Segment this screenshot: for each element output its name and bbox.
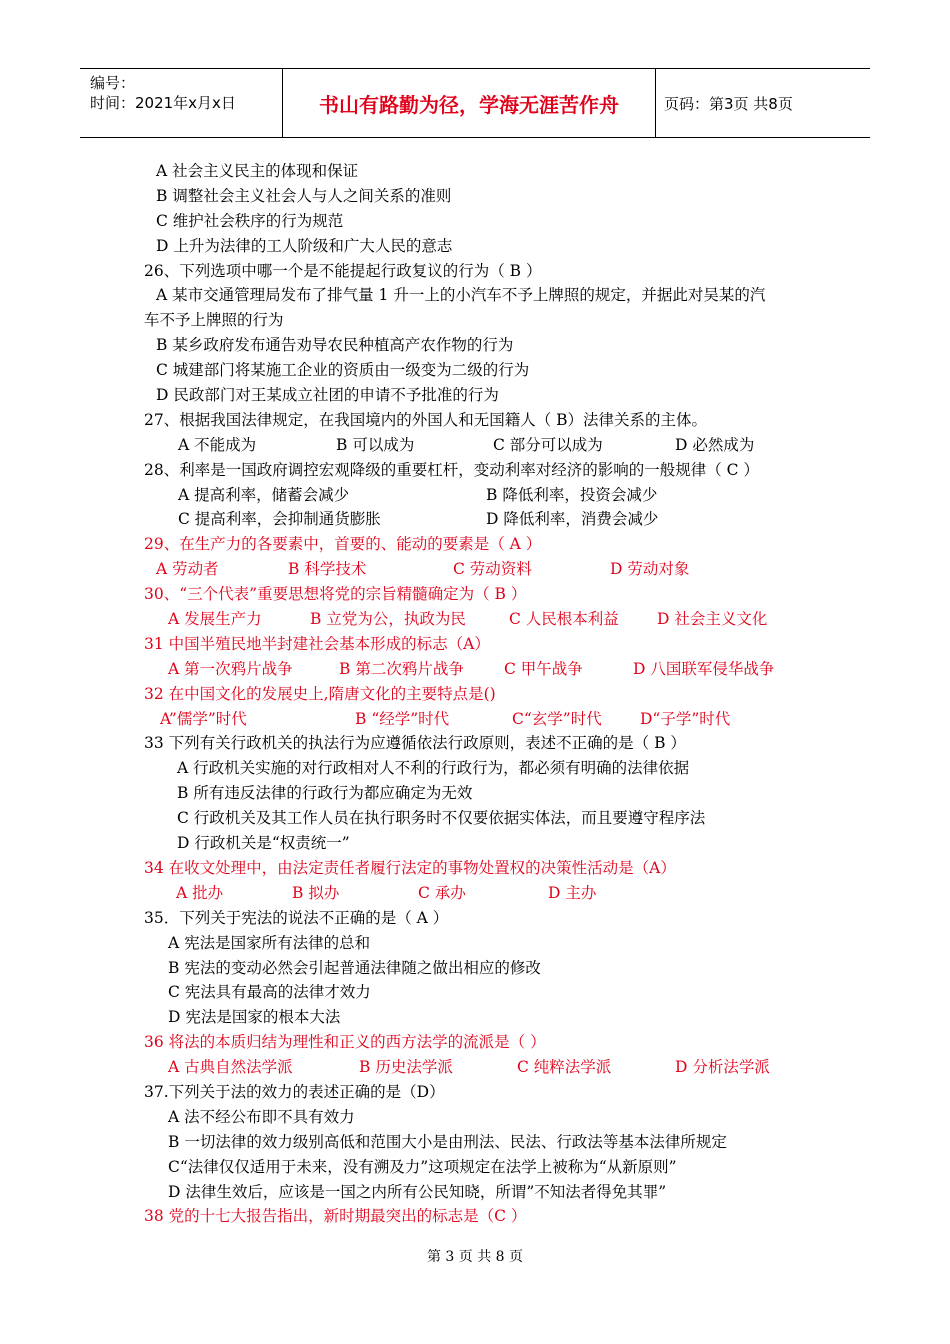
option-c: C 部分可以成为 [493, 435, 603, 454]
option-line: B 所有违反法律的行政行为都应确定为无效 [177, 784, 473, 803]
options-row [144, 607, 824, 632]
option-line: C 城建部门将某施工企业的资质由一级变为二级的行为 [156, 361, 530, 380]
option-line: A 某市交通管理局发布了排气量 1 升一上的小汽车不予上牌照的规定，并据此对吴某的汽 [156, 286, 766, 305]
question-36: 36 将法的本质归结为理性和正义的西方法学的流派是（ ） [144, 1033, 546, 1052]
options-row [144, 881, 824, 906]
options-row [144, 657, 824, 682]
options-row [144, 557, 824, 582]
option-a: A”儒学”时代 [160, 709, 247, 728]
option-d: D 劳动对象 [610, 560, 690, 579]
option-line: A 社会主义民主的体现和保证 [156, 162, 359, 180]
option-a: A 批办 [176, 883, 224, 902]
option-line: A 法不经公布即不具有效力 [168, 1107, 355, 1126]
option-a: A 古典自然法学派 [168, 1058, 293, 1077]
header-page-info: 页码：第3页 共8页 [664, 94, 793, 113]
option-b: B 历史法学派 [359, 1058, 453, 1077]
question-35: 35．下列关于宪法的说法不正确的是（ A ） [144, 908, 449, 927]
option-line: D 民政部门对王某成立社团的申请不予批准的行为 [156, 386, 499, 405]
options-row [144, 507, 824, 532]
option-b: B 可以成为 [336, 435, 415, 454]
question-content [144, 159, 824, 1229]
option-c: C“玄学”时代 [512, 709, 602, 728]
option-c: C 劳动资料 [453, 560, 532, 579]
option-d: D 分析法学派 [675, 1058, 770, 1077]
option-a: A 劳动者 [156, 560, 219, 579]
option-line: D 行政机关是“权责统一” [177, 834, 350, 853]
option-c: C 人民根本利益 [509, 610, 619, 629]
question-38: 38 党的十七大报告指出，新时期最突出的标志是（C ） [144, 1207, 527, 1226]
option-c: C 纯粹法学派 [517, 1058, 612, 1077]
page-header [80, 68, 870, 138]
options-row [144, 433, 824, 458]
option-line: B 宪法的变动必然会引起普通法律随之做出相应的修改 [168, 958, 541, 977]
option-line-continued: 车不予上牌照的行为 [144, 311, 284, 330]
option-d: D“子学”时代 [640, 709, 731, 728]
question-30: 30、“三个代表”重要思想将党的宗旨精髓确定为（ B ） [144, 585, 527, 604]
option-c: C 承办 [418, 883, 466, 902]
question-34: 34 在收文处理中，由法定责任者履行法定的事物处置权的决策性活动是（A） [144, 858, 676, 877]
options-row [144, 707, 824, 732]
question-32: 32 在中国文化的发展史上,隋唐文化的主要特点是() [144, 684, 496, 703]
option-line: C“法律仅仅适用于未来，没有溯及力”这项规定在法学上被称为“从新原则” [168, 1157, 677, 1176]
question-29: 29、在生产力的各要素中，首要的、能动的要素是（ A ） [144, 535, 542, 554]
option-line: D 宪法是国家的根本大法 [168, 1008, 341, 1027]
option-line: D 上升为法律的工人阶级和广大人民的意志 [156, 236, 453, 255]
option-line: C 行政机关及其工作人员在执行职务时不仅要依据实体法，而且要遵守程序法 [177, 809, 706, 828]
question-37: 37.下列关于法的效力的表述正确的是（D） [144, 1082, 445, 1101]
option-d: D 必然成为 [675, 435, 755, 454]
option-line: C 维护社会秩序的行为规范 [156, 211, 344, 230]
option-line: D 法律生效后，应该是一国之内所有公民知晓，所谓”不知法者得免其罪” [168, 1182, 667, 1201]
option-b: B 立党为公，执政为民 [310, 610, 466, 629]
option-line: A 宪法是国家所有法律的总和 [168, 933, 371, 952]
option-b: B 拟办 [292, 883, 340, 902]
options-row [144, 483, 824, 508]
question-33: 33 下列有关行政机关的执法行为应遵循依法行政原则，表述不正确的是（ B ） [144, 734, 686, 753]
option-d: D 社会主义文化 [657, 610, 768, 629]
option-a: A 提高利率，储蓄会减少 [178, 485, 350, 504]
option-a: A 不能成为 [178, 435, 257, 454]
option-a: A 发展生产力 [168, 610, 262, 629]
number-label: 编号： [90, 74, 136, 92]
option-b: B “经学”时代 [355, 709, 450, 728]
question-27: 27、根据我国法律规定，在我国境内的外国人和无国籍人（ B）法律关系的主体。 [144, 410, 708, 429]
option-line: C 宪法具有最高的法律才效力 [168, 983, 371, 1002]
option-b: B 第二次鸦片战争 [339, 659, 464, 678]
option-line: B 调整社会主义社会人与人之间关系的准则 [156, 186, 452, 205]
question-31: 31 中国半殖民地半封建社会基本形成的标志（A） [144, 634, 490, 653]
header-motto: 书山有路勤为径，学海无涯苦作舟 [283, 69, 656, 137]
question-26: 26、下列选项中哪一个是不能提起行政复议的行为（ B ） [144, 261, 542, 280]
header-meta [80, 69, 283, 137]
question-28: 28、利率是一国政府调控宏观降级的重要杠杆，变动利率对经济的影响的一般规律（ C ） [144, 460, 759, 479]
option-d: D 主办 [548, 883, 597, 902]
option-b: B 科学技术 [288, 560, 367, 579]
option-line: A 行政机关实施的对行政相对人不利的行政行为，都必须有明确的法律依据 [177, 759, 690, 778]
option-c: C 提高利率，会抑制通货膨胀 [178, 510, 381, 529]
option-a: A 第一次鸦片战争 [168, 659, 293, 678]
option-b: B 降低利率，投资会减少 [486, 485, 658, 504]
options-row [144, 1055, 824, 1080]
option-d: D 降低利率，消费会减少 [486, 510, 659, 529]
option-d: D 八国联军侵华战争 [633, 659, 775, 678]
option-line: B 某乡政府发布通告劝导农民种植高产农作物的行为 [156, 336, 514, 355]
option-line: B 一切法律的效力级别高低和范围大小是由刑法、民法、行政法等基本法律所规定 [168, 1132, 727, 1151]
page-footer: 第 3 页 共 8 页 [426, 1249, 524, 1265]
option-c: C 甲午战争 [504, 659, 583, 678]
time-label: 时间：2021年x月x日 [90, 94, 236, 112]
